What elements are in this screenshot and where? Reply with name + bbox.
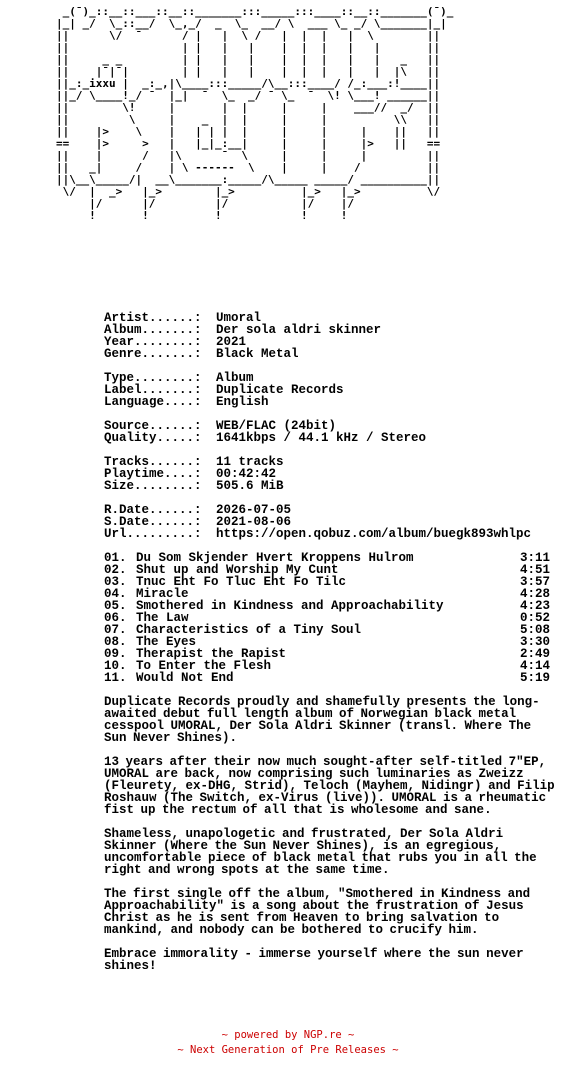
description-paragraph: Shameless, unapologetic and frustrated, Der Sola Aldri Skinner (Where the Sun Never Shines), is an egregious, uncomfortable piece of black metal that rubs you in all the right and wrong spots at the same time. xyxy=(104,827,537,877)
footer-powered-by: ~ powered by NGP.re ~ xyxy=(221,1029,355,1041)
genre-value: Black Metal xyxy=(216,347,299,361)
album-value: Der sola aldri skinner xyxy=(216,323,382,337)
size-row xyxy=(104,480,574,492)
track-duration: 4:51 xyxy=(519,563,550,577)
track-title: Characteristics of a Tiny Soul xyxy=(136,623,362,637)
label-key: Label.......: xyxy=(104,383,202,397)
size-value: 505.6 MiB xyxy=(216,479,284,493)
year-value: 2021 xyxy=(216,335,247,349)
quality-key: Quality.....: xyxy=(104,431,202,445)
footer-tagline: ~ Next Generation of Pre Releases ~ xyxy=(177,1044,399,1056)
track-duration: 2:49 xyxy=(519,647,550,661)
language-row xyxy=(104,396,574,408)
track-title: To Enter the Flesh xyxy=(136,659,272,673)
artist-value: Umoral xyxy=(216,311,262,325)
track-duration: 0:52 xyxy=(519,611,550,625)
release-info-size xyxy=(104,456,574,492)
genre-key: Genre.......: xyxy=(104,347,202,361)
track-number: 01. xyxy=(104,551,127,565)
track-title: Therapist the Rapist xyxy=(136,647,287,661)
track-title: Shut up and Worship My Cunt xyxy=(136,563,339,577)
track-title: Smothered in Kindness and Approachability xyxy=(136,599,444,613)
release-info-basic xyxy=(104,312,574,360)
description-paragraph: The first single off the album, "Smothered in Kindness and Approachability" is a song about the frustration of Jesus Christ as he is sent from Heaven to bring salvation to mankind, and nobody can be bothered to crucify him. xyxy=(104,887,531,937)
track-number: 07. xyxy=(104,623,127,637)
album-key: Album.......: xyxy=(104,323,202,337)
sdate-key: S.Date......: xyxy=(104,515,202,529)
track-title: Du Som Skjender Hvert Kroppens Hulrom xyxy=(136,551,414,565)
track-duration: 4:28 xyxy=(519,587,550,601)
track-number: 02. xyxy=(104,563,127,577)
url-link[interactable]: https://open.qobuz.com/album/buegk893whlpc xyxy=(216,527,532,541)
language-value: English xyxy=(216,395,269,409)
track-number: 05. xyxy=(104,599,127,613)
track-number: 09. xyxy=(104,647,127,661)
url-row xyxy=(104,528,574,540)
track-duration: 3:30 xyxy=(519,635,550,649)
year-key: Year........: xyxy=(104,335,202,349)
genre-row xyxy=(104,348,574,360)
track-title: The Law xyxy=(136,611,189,625)
track-number: 03. xyxy=(104,575,127,589)
sdate-value: 2021-08-06 xyxy=(216,515,292,529)
release-info-dates xyxy=(104,504,574,540)
description-paragraph: Duplicate Records proudly and shamefully presents the long-awaited debut full length album of Norwegian black metal cesspool UMORAL, Der Sola Aldri Skinner (transl. Where The Sun Never Shines). xyxy=(104,695,540,745)
artist-key: Artist......: xyxy=(104,311,202,325)
track-duration: 4:23 xyxy=(519,599,550,613)
release-description xyxy=(104,696,574,984)
rdate-value: 2026-07-05 xyxy=(216,503,292,517)
source-key: Source......: xyxy=(104,419,202,433)
type-value: Album xyxy=(216,371,254,385)
tracks-key: Tracks......: xyxy=(104,455,202,469)
tracklist xyxy=(104,552,574,684)
track-title: Would Not End xyxy=(136,671,234,685)
track-number: 04. xyxy=(104,587,127,601)
track-number: 06. xyxy=(104,611,127,625)
track-row xyxy=(104,672,550,684)
track-duration: 5:08 xyxy=(519,623,550,637)
description-paragraph: Embrace immorality - immerse yourself where the sun never shines! xyxy=(104,947,524,973)
track-duration: 4:14 xyxy=(519,659,550,673)
track-duration: 3:11 xyxy=(519,551,550,565)
track-duration: 3:57 xyxy=(519,575,550,589)
quality-value: 1641kbps / 44.1 kHz / Stereo xyxy=(216,431,427,445)
tracks-value: 11 tracks xyxy=(216,455,284,469)
ascii-banner-art: _(¯)_::__::___::__::_______:::_____:::____::__::_______(¯)_ |_| _/ \_::__/ \_,_/ _ \_ __/ \ ___ \_ _/ \_______|_| || \/ ¯ / | | \ / | | | | \ || || | | | | | | | | | || || _ _ | | | | | | | | | _ || || |¯|¯| | | | | | | | | | |\ || ||_:_ixxu | _:_,|\____:::_____/\__:::____/ /_:___:!____|| ||_/ \____!_/ ¯ |_| ¯ \_ _/ ¯ \_ ¯ \! \___! ______|| || \! | | | | | ___// _/ || || \ | _ | | | | \\ || || |> \ | | | | | | | | || || == |> > | |_|_:__| | | |> || == || | / |\ ¯ \ | | | || || _| / | \ ------ \ | | / || ||\__\_____/| __\_______:_____/\_____ _____/ __________|| \/ | _> |_> |_> |_> |_> \/ |/ |/ |/ |/ |/ ! ! ! ! ! xyxy=(56,6,454,222)
source-value: WEB/FLAC (24bit) xyxy=(216,419,337,433)
release-info-label xyxy=(104,372,574,408)
playtime-key: Playtime....: xyxy=(104,467,202,481)
type-key: Type........: xyxy=(104,371,202,385)
url-key: Url.........: xyxy=(104,527,202,541)
track-duration: 5:19 xyxy=(519,671,550,685)
quality-row xyxy=(104,432,574,444)
language-key: Language....: xyxy=(104,395,202,409)
track-number: 08. xyxy=(104,635,127,649)
size-key: Size........: xyxy=(104,479,202,493)
track-number: 11. xyxy=(104,671,127,685)
label-value: Duplicate Records xyxy=(216,383,344,397)
track-title: The Eyes xyxy=(136,635,197,649)
rdate-key: R.Date......: xyxy=(104,503,202,517)
track-title: Tnuc Eht Fo Tluc Eht Fo Tilc xyxy=(136,575,347,589)
track-title: Miracle xyxy=(136,587,189,601)
description-paragraph: 13 years after their now much sought-after self-titled 7"EP, UMORAL are back, now comprising such luminaries as Zweizz (Fleurety, ex-DHG, Strid), Teloch (Mayhem, Nidingr) and Filip Roshauw (The Switch, ex-Virus (live)). UMORAL is a rheumatic fist up the rectum of all that is wholesome and sane. xyxy=(104,755,555,817)
release-info-source xyxy=(104,420,574,444)
playtime-value: 00:42:42 xyxy=(216,467,277,481)
track-number: 10. xyxy=(104,659,127,673)
